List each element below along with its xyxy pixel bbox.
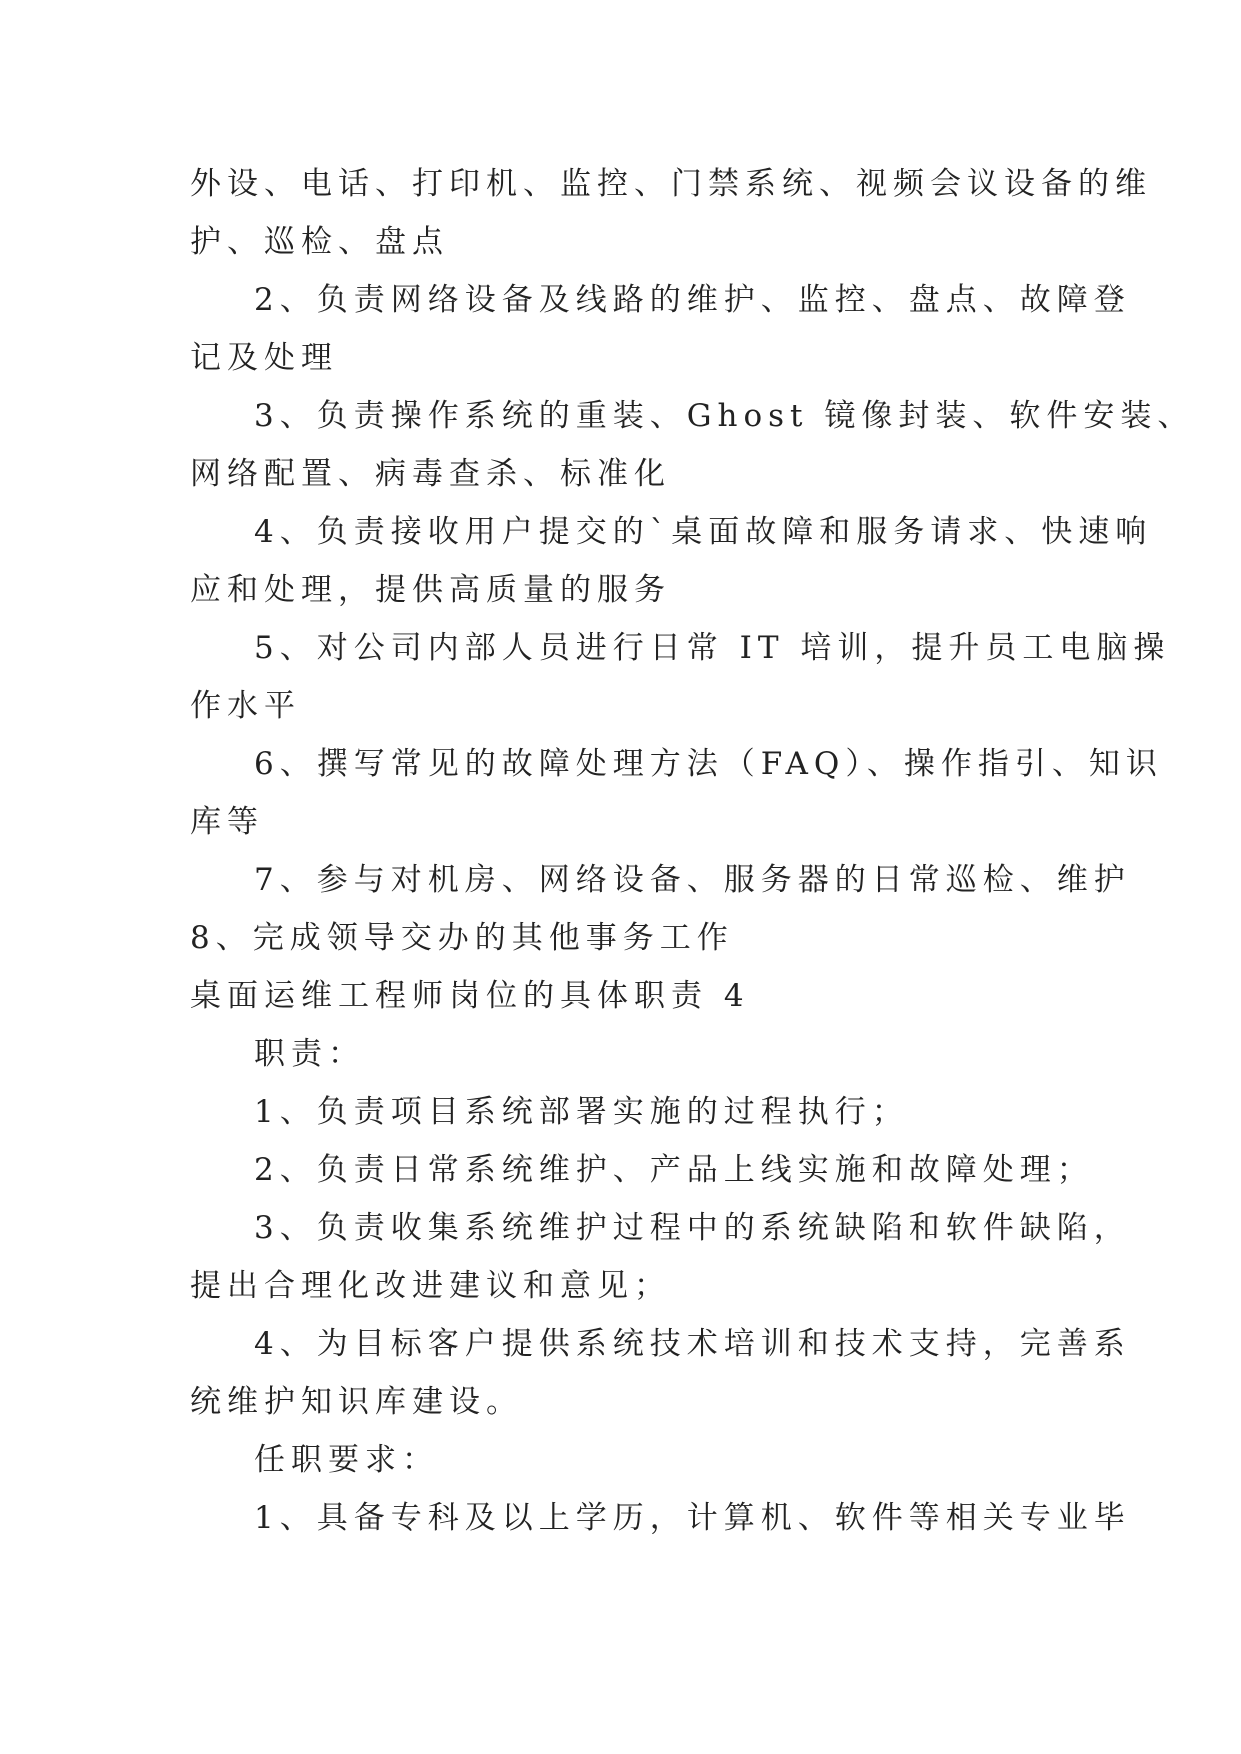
- text-line: 4、负责接收用户提交的`桌面故障和服务请求、快速响: [254, 514, 1153, 550]
- text-line: 应和处理，提供高质量的服务: [190, 572, 671, 608]
- text-line: 外设、电话、打印机、监控、门禁系统、视频会议设备的维: [190, 166, 1152, 202]
- text-line: 4、为目标客户提供系统技术培训和技术支持，完善系: [254, 1326, 1131, 1362]
- text-line: 2、负责网络设备及线路的维护、监控、盘点、故障登: [254, 282, 1131, 318]
- text-line: 任职要求：: [254, 1442, 439, 1478]
- text-line: 网络配置、病毒查杀、标准化: [190, 456, 671, 492]
- text-line: 1、负责项目系统部署实施的过程执行；: [254, 1094, 909, 1130]
- text-line: 职责：: [254, 1036, 365, 1072]
- text-line: 统维护知识库建设。: [190, 1384, 523, 1420]
- section-heading: 桌面运维工程师岗位的具体职责 4: [190, 978, 750, 1014]
- text-line: 库等: [190, 804, 264, 840]
- text-line: 作水平: [190, 688, 301, 724]
- text-line: 7、参与对机房、网络设备、服务器的日常巡检、维护: [254, 862, 1131, 898]
- text-line: 2、负责日常系统维护、产品上线实施和故障处理；: [254, 1152, 1094, 1188]
- text-line: 8、完成领导交办的其他事务工作: [190, 920, 734, 956]
- text-line: 1、具备专科及以上学历，计算机、软件等相关专业毕: [254, 1500, 1131, 1536]
- text-line: 6、撰写常见的故障处理方法（FAQ）、操作指引、知识: [254, 746, 1163, 782]
- text-line: 记及处理: [190, 340, 338, 376]
- text-line: 5、对公司内部人员进行日常 IT 培训，提升员工电脑操: [254, 630, 1171, 666]
- text-line: 提出合理化改进建议和意见；: [190, 1268, 671, 1304]
- text-line: 3、负责操作系统的重装、Ghost 镜像封装、软件安装、: [254, 398, 1195, 434]
- text-line: 护、巡检、盘点: [190, 224, 449, 260]
- text-line: 3、负责收集系统维护过程中的系统缺陷和软件缺陷，: [254, 1210, 1131, 1246]
